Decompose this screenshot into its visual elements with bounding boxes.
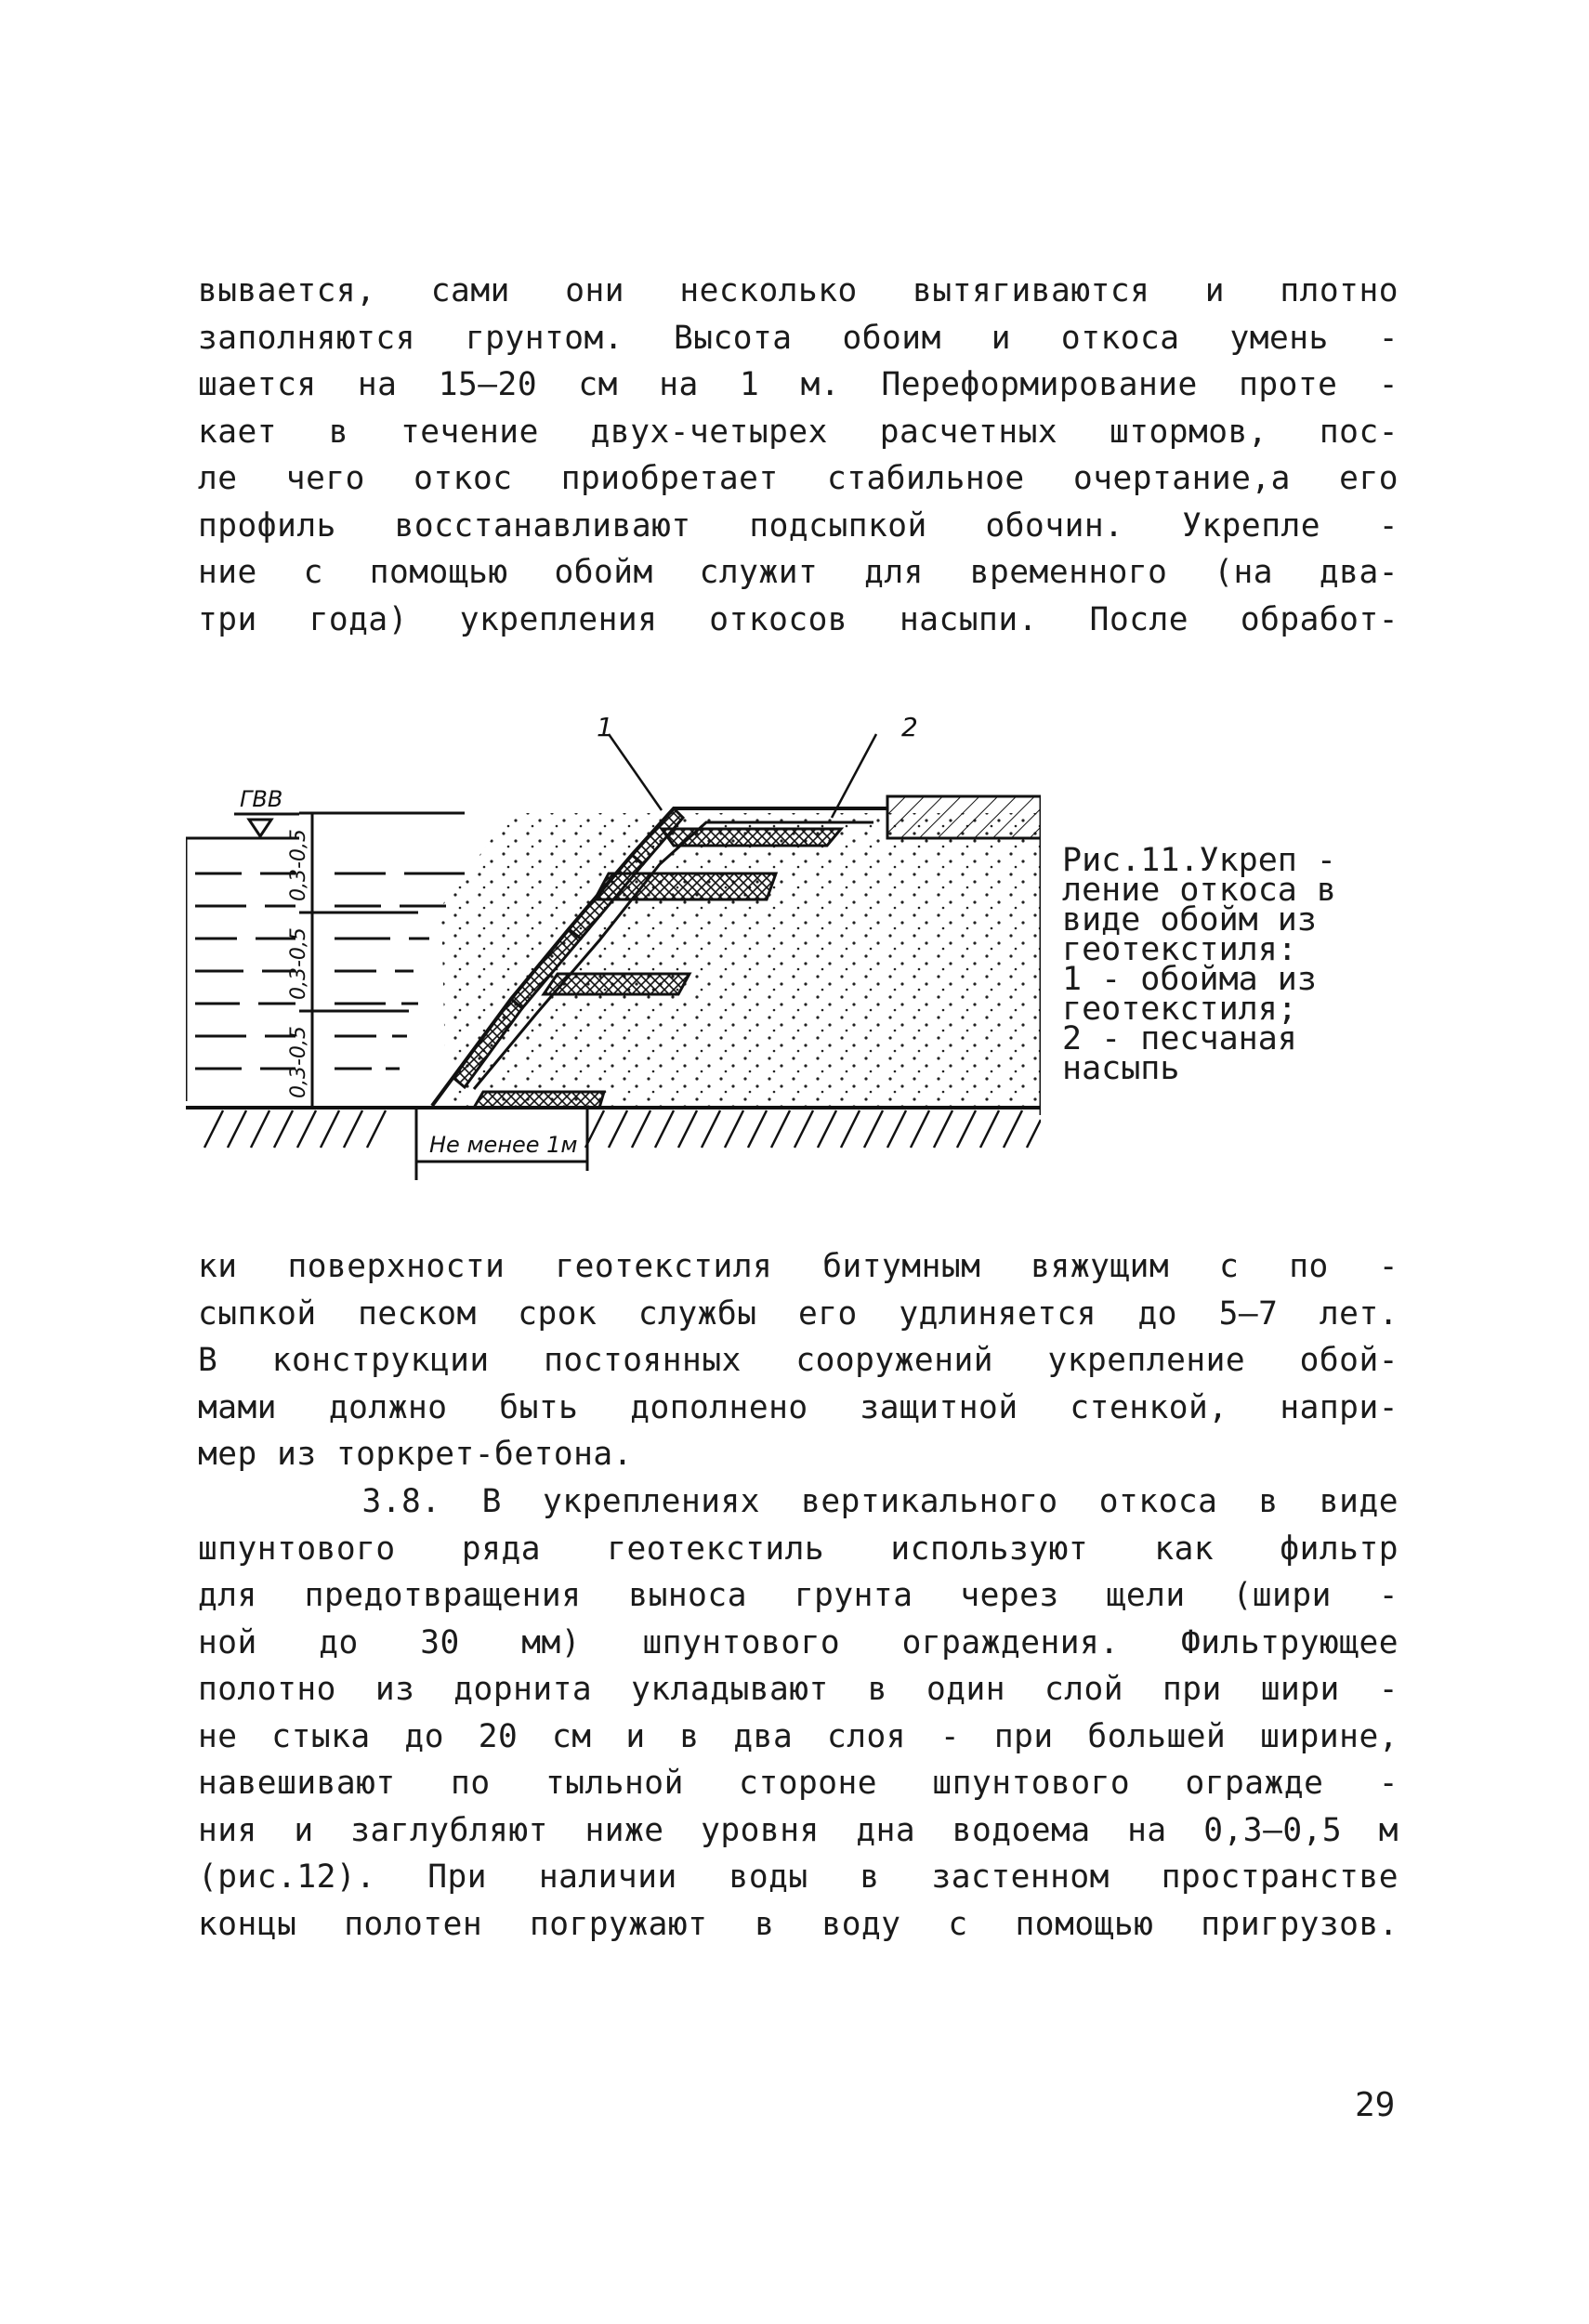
water-lines	[186, 838, 465, 1101]
text-line: сыпкой песком срок службы его удлиняется до 5–7 лет.	[198, 1294, 1399, 1333]
page-number: 29	[1355, 2086, 1396, 2124]
text-line: концы полотен погружают в воду с помощью пригрузов.	[198, 1905, 1399, 1943]
figure-11-slope-diagram	[186, 706, 1041, 1189]
paragraph-3	[198, 1478, 1399, 1948]
water-level-marker	[249, 820, 271, 836]
text-line: мер из торкрет-бетона.	[198, 1436, 633, 1473]
paragraph-1	[198, 268, 1399, 643]
text-line: шается на 15–20 см на 1 м. Переформирование проте -	[198, 366, 1399, 403]
caption-line: геотекстиля;	[1062, 991, 1297, 1028]
text-line: ле чего откос приобретает стабильное очертание,а его	[198, 460, 1399, 497]
dim-label-bottom: 0,3-0,5	[287, 1026, 310, 1098]
text-line: (рис.12). При наличии воды в застенном пространстве	[198, 1858, 1399, 1896]
caption-line: насыпь	[1062, 1050, 1180, 1087]
text-line: ной до 30 мм) шпунтового ограждения. Фильтрующее	[198, 1623, 1399, 1661]
caption-line: ление откоса в	[1062, 872, 1337, 909]
dim-label-top: 0,3-0,5	[287, 829, 310, 901]
text-line: полотно из дорнита укладывают в один слой при шири -	[198, 1671, 1399, 1708]
text-line: заполняются грунтом. Высота обоим и откоса умень -	[198, 319, 1399, 357]
caption-line: 1 - обойма из	[1062, 961, 1317, 998]
min-length-label: Не менее 1м	[429, 1132, 578, 1158]
text-line: три года) укрепления откосов насыпи. После обработ-	[198, 600, 1399, 638]
gvv-label: ГВВ	[240, 786, 283, 812]
text-line: 3.8. В укреплениях вертикального откоса в виде	[198, 1483, 1399, 1520]
callout-1-label: 1	[597, 712, 613, 742]
text-line: ние с помощью обойм служит для временного (на два-	[198, 554, 1399, 591]
paragraph-2	[198, 1243, 1399, 1478]
caption-line: виде обойм из	[1062, 901, 1317, 939]
sand-embankment	[441, 813, 1041, 1106]
text-line: не стыка до 20 см и в два слоя - при большей ширине,	[198, 1717, 1399, 1755]
caption-line: 2 - песчаная	[1062, 1020, 1297, 1057]
text-line: шпунтового ряда геотекстиль используют как фильтр	[198, 1530, 1399, 1568]
text-line: ки поверхности геотекстиля битумным вяжущим с по -	[198, 1248, 1399, 1285]
text-line: кает в течение двух-четырех расчетных штормов, пос-	[198, 413, 1399, 451]
text-line: профиль восстанавливают подсыпкой обочин. Укрепле -	[198, 506, 1399, 545]
text-line: ния и заглубляют ниже уровня дна водоема на 0,3–0,5 м	[198, 1811, 1399, 1849]
text-line: мами должно быть дополнено защитной стенкой, напри-	[198, 1388, 1399, 1426]
text-line: навешивают по тыльной стороне шпунтового огражде -	[198, 1765, 1399, 1802]
caption-line: Рис.11.Укреп -	[1062, 842, 1337, 879]
hatched-block	[887, 796, 1041, 838]
figure-caption	[1062, 842, 1406, 1087]
callout-2-label: 2	[901, 712, 918, 742]
caption-line: геотекстиля:	[1062, 931, 1297, 968]
text-line: для предотвращения выноса грунта через щели (шири -	[198, 1577, 1399, 1614]
text-line: вывается, сами они несколько вытягиваются и плотно	[198, 272, 1399, 309]
text-line: В конструкции постоянных сооружений укрепление обой-	[198, 1342, 1399, 1379]
height-dimension	[299, 813, 465, 1108]
dim-label-middle: 0,3-0,5	[287, 927, 310, 1000]
